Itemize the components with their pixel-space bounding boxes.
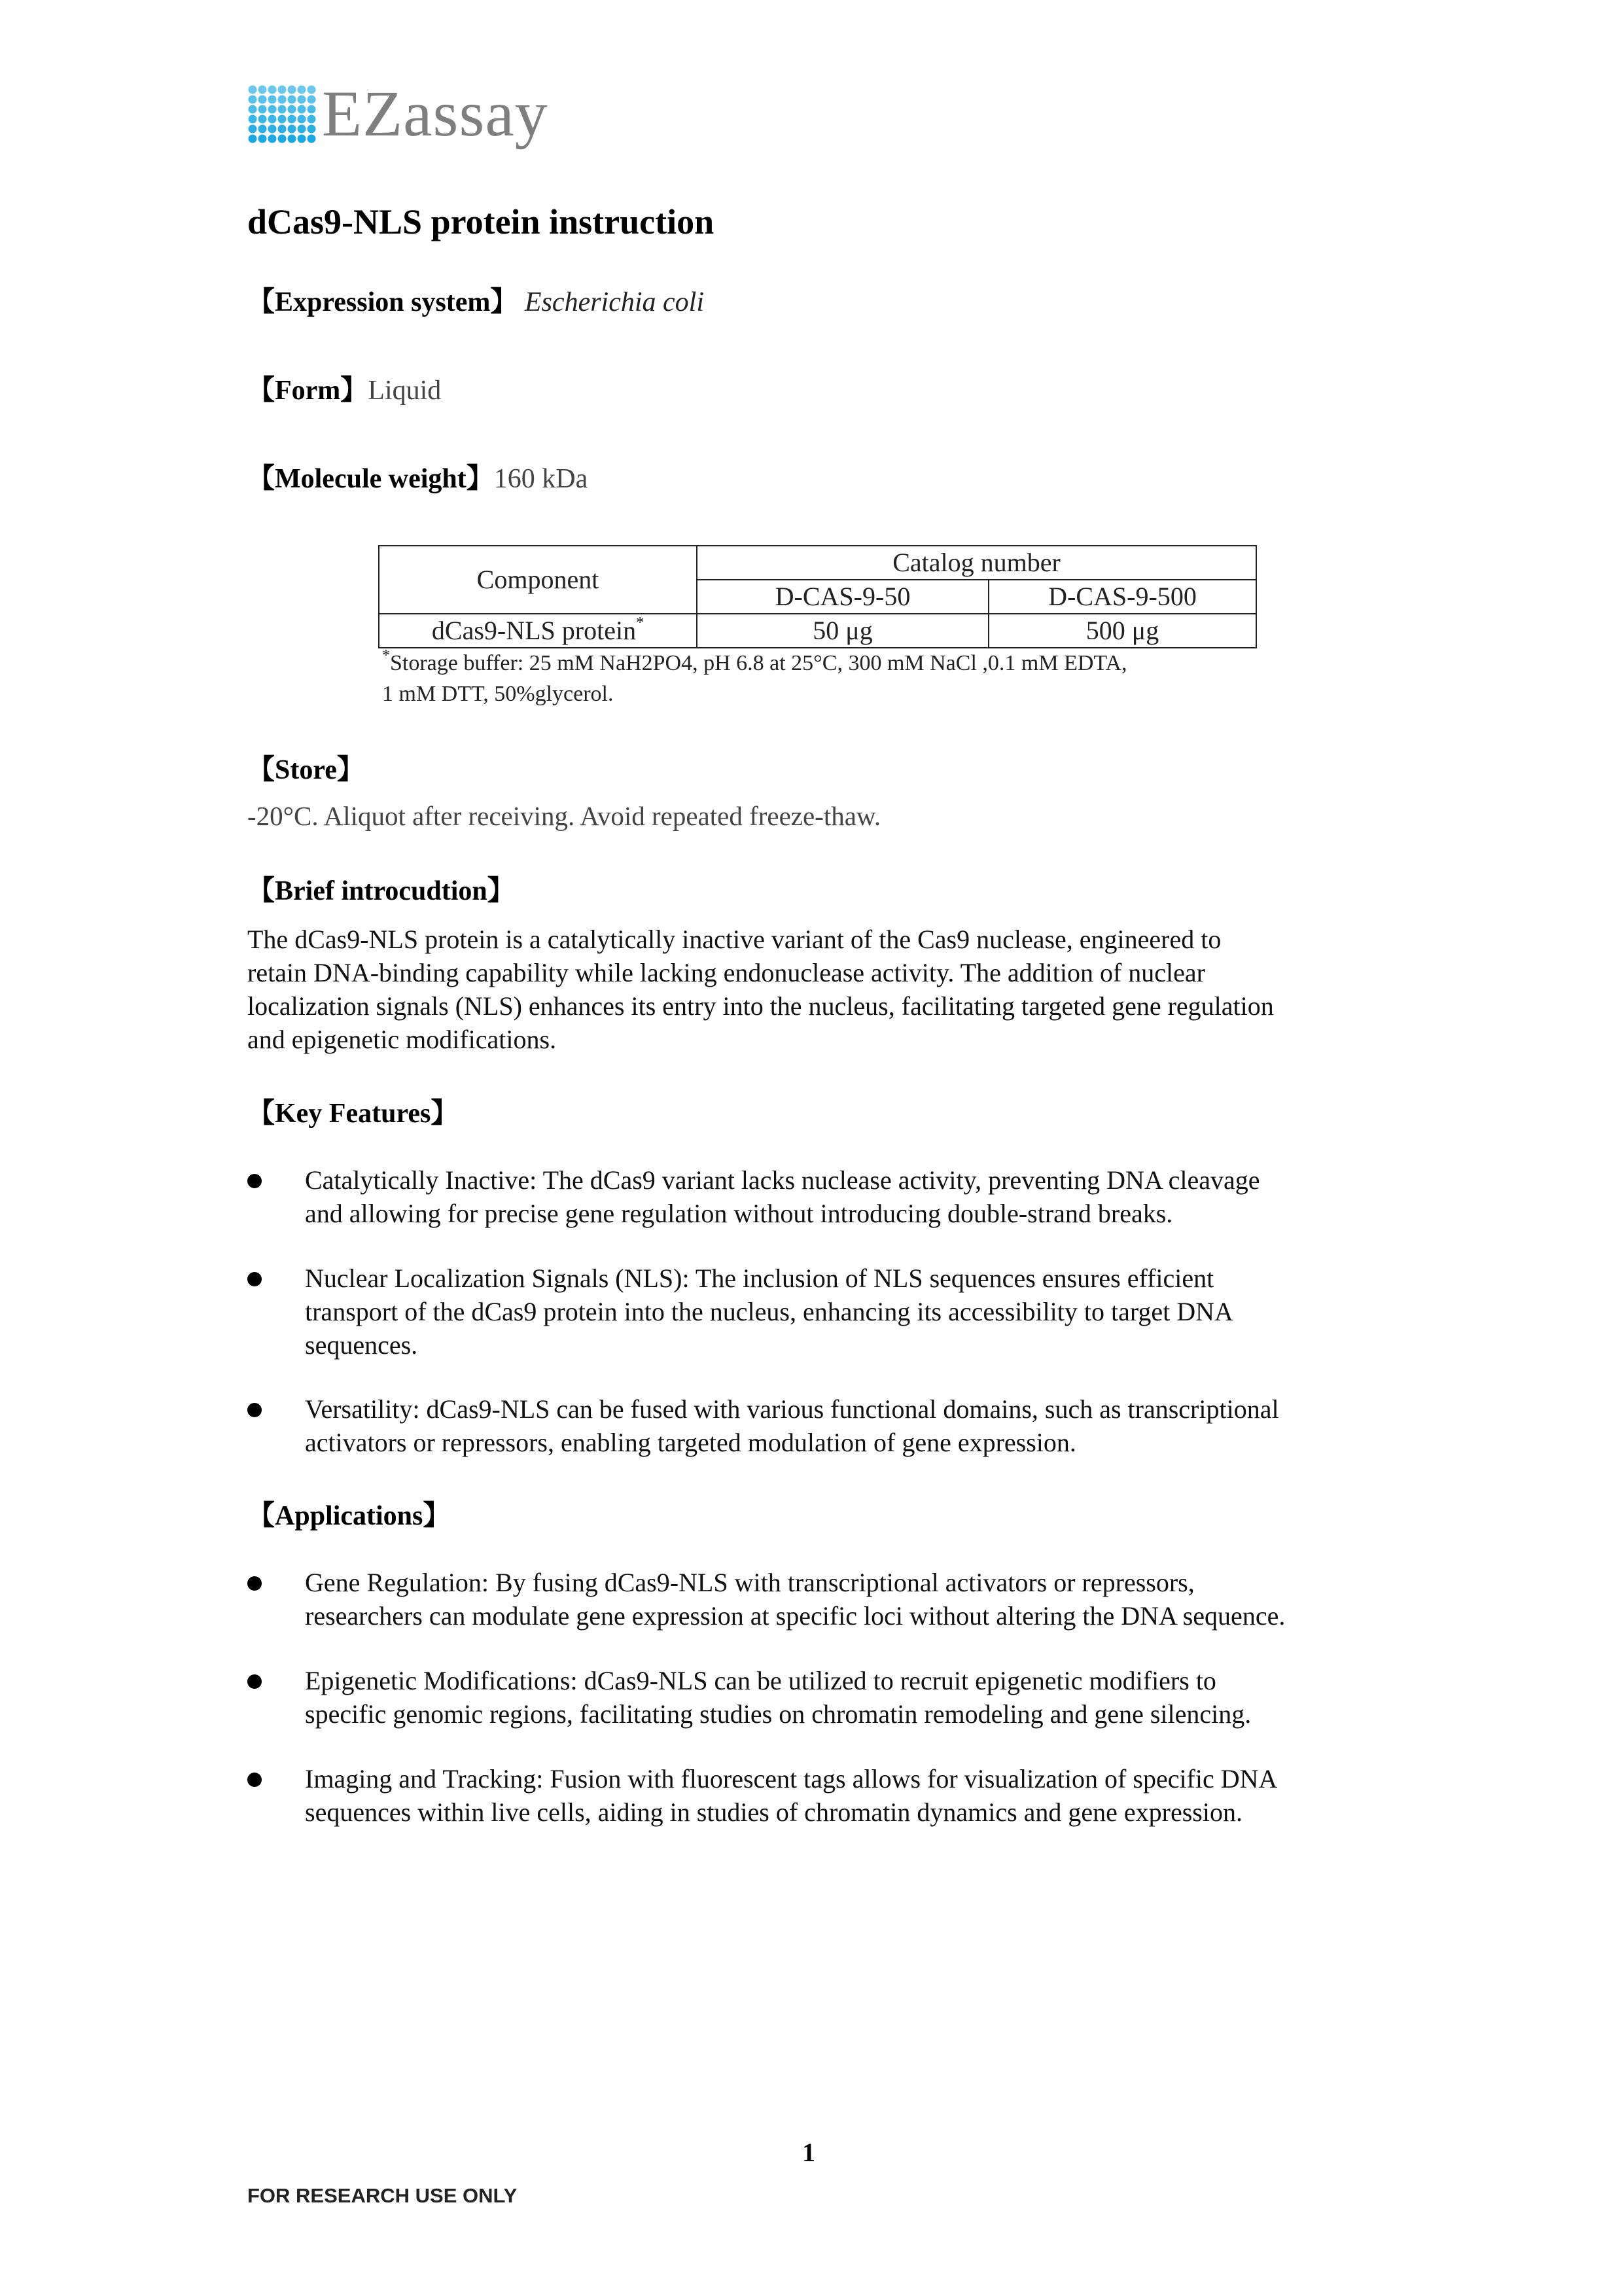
logo-dot bbox=[308, 96, 316, 104]
table-row bbox=[379, 614, 1256, 648]
logo-dot bbox=[278, 96, 287, 104]
logo-dot bbox=[249, 96, 257, 104]
logo-dot bbox=[288, 86, 296, 94]
logo-dot bbox=[308, 105, 316, 114]
logo-dot bbox=[278, 115, 287, 124]
list-item: Catalytically Inactive: The dCas9 variant lacks nuclease activity, preventing DNA cleavage and allowing for precise gene regulation without introducing double-strand breaks. bbox=[247, 1163, 1419, 1230]
brand-logo bbox=[247, 77, 548, 150]
table-header-row bbox=[379, 546, 1256, 580]
page-title: dCas9-NLS protein instruction bbox=[247, 202, 714, 241]
intro-line: retain DNA-binding capability while lacking endonuclease activity. The addition of nuclear bbox=[247, 958, 1205, 987]
logo-dot bbox=[298, 96, 306, 104]
logo-dot bbox=[268, 115, 277, 124]
logo-dot bbox=[278, 125, 287, 133]
logo-dot bbox=[268, 135, 277, 143]
research-use-footer: FOR RESEARCH USE ONLY bbox=[247, 2184, 518, 2207]
key-features-heading: 【Key Features】 bbox=[247, 1099, 459, 1129]
logo-dot bbox=[308, 115, 316, 124]
logo-dot bbox=[249, 86, 257, 94]
logo-dot bbox=[278, 105, 287, 114]
logo-dot bbox=[288, 115, 296, 124]
intro-line: localization signals (NLS) enhances its entry into the nucleus, facilitating targeted gene regulation bbox=[247, 991, 1274, 1021]
list-item: Epigenetic Modifications: dCas9-NLS can be utilized to recruit epigenetic modifiers to specific genomic regions, facilitating studies on chromatin remodeling and gene silencing. bbox=[247, 1664, 1419, 1731]
logo-dot bbox=[258, 105, 267, 114]
bullet-icon bbox=[247, 1174, 262, 1188]
component-name-cell bbox=[379, 614, 697, 648]
component-header: Component bbox=[379, 546, 697, 614]
logo-dot bbox=[249, 125, 257, 133]
bullet-icon bbox=[247, 1272, 262, 1286]
logo-dot bbox=[268, 86, 277, 94]
bullet-icon bbox=[247, 1674, 262, 1689]
logo-dot bbox=[258, 135, 267, 143]
bullet-icon bbox=[247, 1403, 262, 1417]
form-field bbox=[247, 368, 441, 408]
store-heading: 【Store】 bbox=[247, 755, 364, 785]
component-name: dCas9-NLS protein bbox=[431, 616, 637, 645]
bullet-icon bbox=[247, 1773, 262, 1787]
form-value: Liquid bbox=[368, 376, 442, 406]
list-item: Gene Regulation: By fusing dCas9-NLS with transcriptional activators or repressors, researchers can modulate gene expression at specific loci without altering the DNA sequence. bbox=[247, 1566, 1419, 1633]
logo-dot bbox=[288, 96, 296, 104]
logo-dot bbox=[249, 135, 257, 143]
brand-name: EZassay bbox=[322, 77, 548, 150]
page-number: 1 bbox=[802, 2138, 815, 2167]
intro-line: and epigenetic modifications. bbox=[247, 1025, 557, 1054]
footnote-marker: * bbox=[636, 614, 644, 631]
logo-dot bbox=[288, 125, 296, 133]
logo-dot-grid-icon bbox=[247, 84, 318, 143]
logo-dot bbox=[258, 115, 267, 124]
list-item: Nuclear Localization Signals (NLS): The inclusion of NLS sequences ensures efficient transport of the dCas9 protein into the nucleus, enhancing its accessibility to target DNA sequences. bbox=[247, 1262, 1419, 1362]
logo-dot bbox=[249, 115, 257, 124]
catalog-number-cell: D-CAS-9-50 bbox=[697, 580, 989, 614]
logo-dot bbox=[288, 135, 296, 143]
footnote-line: *Storage buffer: 25 mM NaH2PO4, pH 6.8 at 25°C, 300 mM NaCl ,0.1 mM EDTA, bbox=[382, 647, 1127, 675]
footnote-marker: * bbox=[382, 647, 390, 664]
molecule-weight-field bbox=[247, 457, 588, 496]
logo-dot bbox=[298, 125, 306, 133]
applications-heading: 【Applications】 bbox=[247, 1501, 451, 1531]
catalog-number-header: Catalog number bbox=[697, 546, 1256, 580]
logo-dot bbox=[278, 135, 287, 143]
logo-dot bbox=[268, 96, 277, 104]
amount-cell: 50 μg bbox=[697, 614, 989, 648]
logo-dot bbox=[298, 115, 306, 124]
expression-system-field bbox=[247, 280, 704, 319]
bullet-icon bbox=[247, 1576, 262, 1591]
logo-dot bbox=[298, 86, 306, 94]
amount-cell: 500 μg bbox=[989, 614, 1256, 648]
logo-dot bbox=[258, 125, 267, 133]
logo-dot bbox=[308, 125, 316, 133]
list-item: Imaging and Tracking: Fusion with fluorescent tags allows for visualization of specific DNA sequences within live cells, aiding in studies of chromatin dynamics and gene expression. bbox=[247, 1762, 1419, 1829]
logo-dot bbox=[268, 125, 277, 133]
molecule-weight-label: 【Molecule weight】 bbox=[247, 464, 494, 494]
footnote-line: 1 mM DTT, 50%glycerol. bbox=[382, 682, 614, 706]
logo-dot bbox=[258, 86, 267, 94]
list-item: Versatility: dCas9-NLS can be fused with various functional domains, such as transcriptional activators or repressors, enabling targeted modulation of gene expression. bbox=[247, 1392, 1419, 1459]
logo-dot bbox=[268, 105, 277, 114]
intro-paragraph bbox=[247, 923, 1399, 1056]
logo-dot bbox=[298, 105, 306, 114]
catalog-number-cell: D-CAS-9-500 bbox=[989, 580, 1256, 614]
logo-dot bbox=[249, 105, 257, 114]
expression-system-label: 【Expression system】 bbox=[247, 287, 518, 317]
logo-dot bbox=[258, 96, 267, 104]
component-table bbox=[378, 545, 1257, 648]
intro-line: The dCas9-NLS protein is a catalytically inactive variant of the Cas9 nuclease, engineered to bbox=[247, 925, 1222, 954]
storage-buffer-footnote bbox=[382, 648, 1127, 709]
logo-dot bbox=[308, 135, 316, 143]
form-label: 【Form】 bbox=[247, 376, 368, 406]
logo-dot bbox=[288, 105, 296, 114]
molecule-weight-value: 160 kDa bbox=[493, 464, 588, 494]
logo-dot bbox=[308, 86, 316, 94]
logo-dot bbox=[298, 135, 306, 143]
logo-dot bbox=[278, 86, 287, 94]
expression-system-value: Escherichia coli bbox=[524, 287, 705, 317]
store-text: -20°C. Aliquot after receiving. Avoid repeated freeze-thaw. bbox=[247, 801, 881, 831]
intro-heading: 【Brief introcudtion】 bbox=[247, 876, 515, 906]
